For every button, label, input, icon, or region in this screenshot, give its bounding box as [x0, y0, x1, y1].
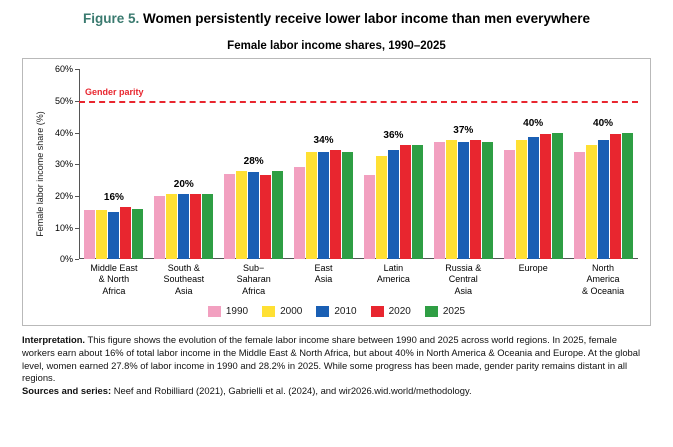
bar-1990 — [504, 150, 515, 259]
legend-swatch — [262, 306, 275, 317]
interpretation-text: This figure shows the evolution of the female labor income share between 1990 and 2025 across world regions. In 2025, female workers earn about 16% of total labor income in the Middle East & North Africa, but about 40% in North America & Oceania and Europe. At the global level, women earned 27.8% of labor income in 1990 and 28.2% in 2025. While some progress has been made, gender parity remains distant in all regions. — [22, 334, 641, 384]
chart-frame — [22, 58, 651, 326]
bar-2000 — [306, 152, 317, 260]
bar-1990 — [574, 152, 585, 260]
bar-group — [149, 69, 219, 259]
legend-label: 2010 — [334, 306, 357, 318]
bar-group — [498, 69, 568, 259]
bar-2000 — [446, 140, 457, 259]
bar-group — [359, 69, 429, 259]
y-axis-label: Female labor income share (%) — [35, 111, 45, 237]
bar-2010 — [318, 152, 329, 260]
bar-groups — [79, 69, 638, 259]
bar-2010 — [528, 137, 539, 259]
bar-1990 — [224, 174, 235, 260]
sources-label: Sources and series: — [22, 384, 112, 396]
legend-swatch — [316, 306, 329, 317]
y-tick-label: 10% — [54, 222, 73, 233]
bar-2025 — [622, 133, 633, 260]
legend-label: 2025 — [442, 306, 466, 318]
x-tick-label: Middle East & North Africa — [90, 263, 138, 296]
legend-swatch — [371, 306, 384, 317]
bar-value-label: 28% — [243, 155, 264, 167]
bar-2020 — [540, 134, 551, 259]
legend-swatch — [208, 306, 221, 317]
bar-2000 — [236, 171, 247, 260]
bar-2025 — [342, 152, 353, 260]
y-tick-label: 20% — [54, 190, 73, 201]
bar-value-label: 40% — [593, 117, 614, 129]
bar-2010 — [458, 142, 469, 259]
bar-group — [289, 69, 359, 259]
legend-item[interactable] — [262, 306, 302, 317]
bar-2000 — [586, 145, 597, 259]
bar-1990 — [294, 167, 305, 259]
figure-number: Figure 5. — [83, 11, 140, 26]
legend-item[interactable] — [425, 306, 465, 317]
legend-label: 2020 — [388, 306, 411, 318]
legend-item[interactable] — [316, 306, 356, 317]
y-tick-label: 30% — [54, 159, 73, 170]
bar-1990 — [154, 196, 165, 259]
legend-label: 1990 — [225, 306, 249, 318]
bar-value-label: 34% — [313, 134, 334, 146]
figure-title-text: Women persistently receive lower labor income than men everywhere — [143, 11, 590, 26]
bar-value-label: 40% — [523, 117, 544, 129]
y-tick-label: 40% — [54, 127, 73, 138]
notes-block — [22, 334, 651, 397]
bar-2025 — [482, 142, 493, 259]
bar-2020 — [120, 207, 131, 259]
figure-page — [0, 10, 673, 447]
x-tick-label: East Asia — [314, 263, 333, 285]
bar-2000 — [516, 140, 527, 259]
y-tick-label: 0% — [59, 254, 73, 265]
bar-value-label: 16% — [103, 191, 124, 203]
x-axis-labels — [79, 263, 638, 297]
legend-swatch — [425, 306, 438, 317]
interpretation-label: Interpretation. — [22, 334, 86, 346]
bar-1990 — [364, 175, 375, 259]
x-tick-label: North America & Oceania — [582, 263, 625, 296]
bar-1990 — [434, 142, 445, 259]
legend-item[interactable] — [371, 306, 411, 317]
legend-item[interactable] — [208, 306, 248, 317]
bar-2020 — [610, 134, 621, 259]
chart-legend — [23, 306, 650, 317]
bar-2000 — [376, 156, 387, 259]
bar-2010 — [178, 194, 189, 259]
gender-parity-label: Gender parity — [85, 86, 144, 97]
bar-2020 — [260, 175, 271, 259]
x-tick-label: Sub− Saharan Africa — [236, 263, 271, 296]
bar-2025 — [132, 209, 143, 260]
bar-2025 — [272, 171, 283, 260]
bar-2020 — [470, 140, 481, 259]
y-tick-mark — [75, 259, 79, 260]
bar-2010 — [248, 172, 259, 259]
bar-2025 — [552, 133, 563, 260]
bar-value-label: 37% — [453, 125, 474, 137]
bar-group — [428, 69, 498, 259]
bar-2025 — [412, 145, 423, 259]
y-tick-label: 50% — [54, 95, 73, 106]
chart-title: Female labor income shares, 1990–2025 — [227, 40, 446, 53]
legend-label: 2000 — [280, 306, 303, 318]
bar-2000 — [96, 210, 107, 259]
bar-2020 — [330, 150, 341, 259]
plot-area — [54, 64, 638, 265]
bar-2000 — [166, 194, 177, 259]
bar-2020 — [400, 145, 411, 259]
figure-title — [70, 10, 603, 28]
bar-value-label: 20% — [173, 179, 194, 191]
x-tick-label: Europe — [518, 263, 548, 274]
bar-group — [79, 69, 149, 259]
x-tick-label: Russia & Central Asia — [445, 263, 482, 296]
bar-2010 — [108, 212, 119, 260]
x-tick-label: Latin America — [376, 263, 410, 285]
bar-2010 — [388, 150, 399, 259]
bar-1990 — [84, 210, 95, 259]
sources-text: Neef and Robilliard (2021), Gabrielli et al. (2024), and wir2026.wid.world/methodology. — [111, 384, 472, 396]
y-tick-label: 60% — [54, 64, 73, 75]
bar-group — [568, 69, 638, 259]
bar-2025 — [202, 194, 213, 259]
x-tick-label: South & Southeast Asia — [163, 263, 205, 296]
bar-2020 — [190, 194, 201, 259]
bar-value-label: 36% — [383, 130, 404, 142]
bar-2010 — [598, 140, 609, 259]
